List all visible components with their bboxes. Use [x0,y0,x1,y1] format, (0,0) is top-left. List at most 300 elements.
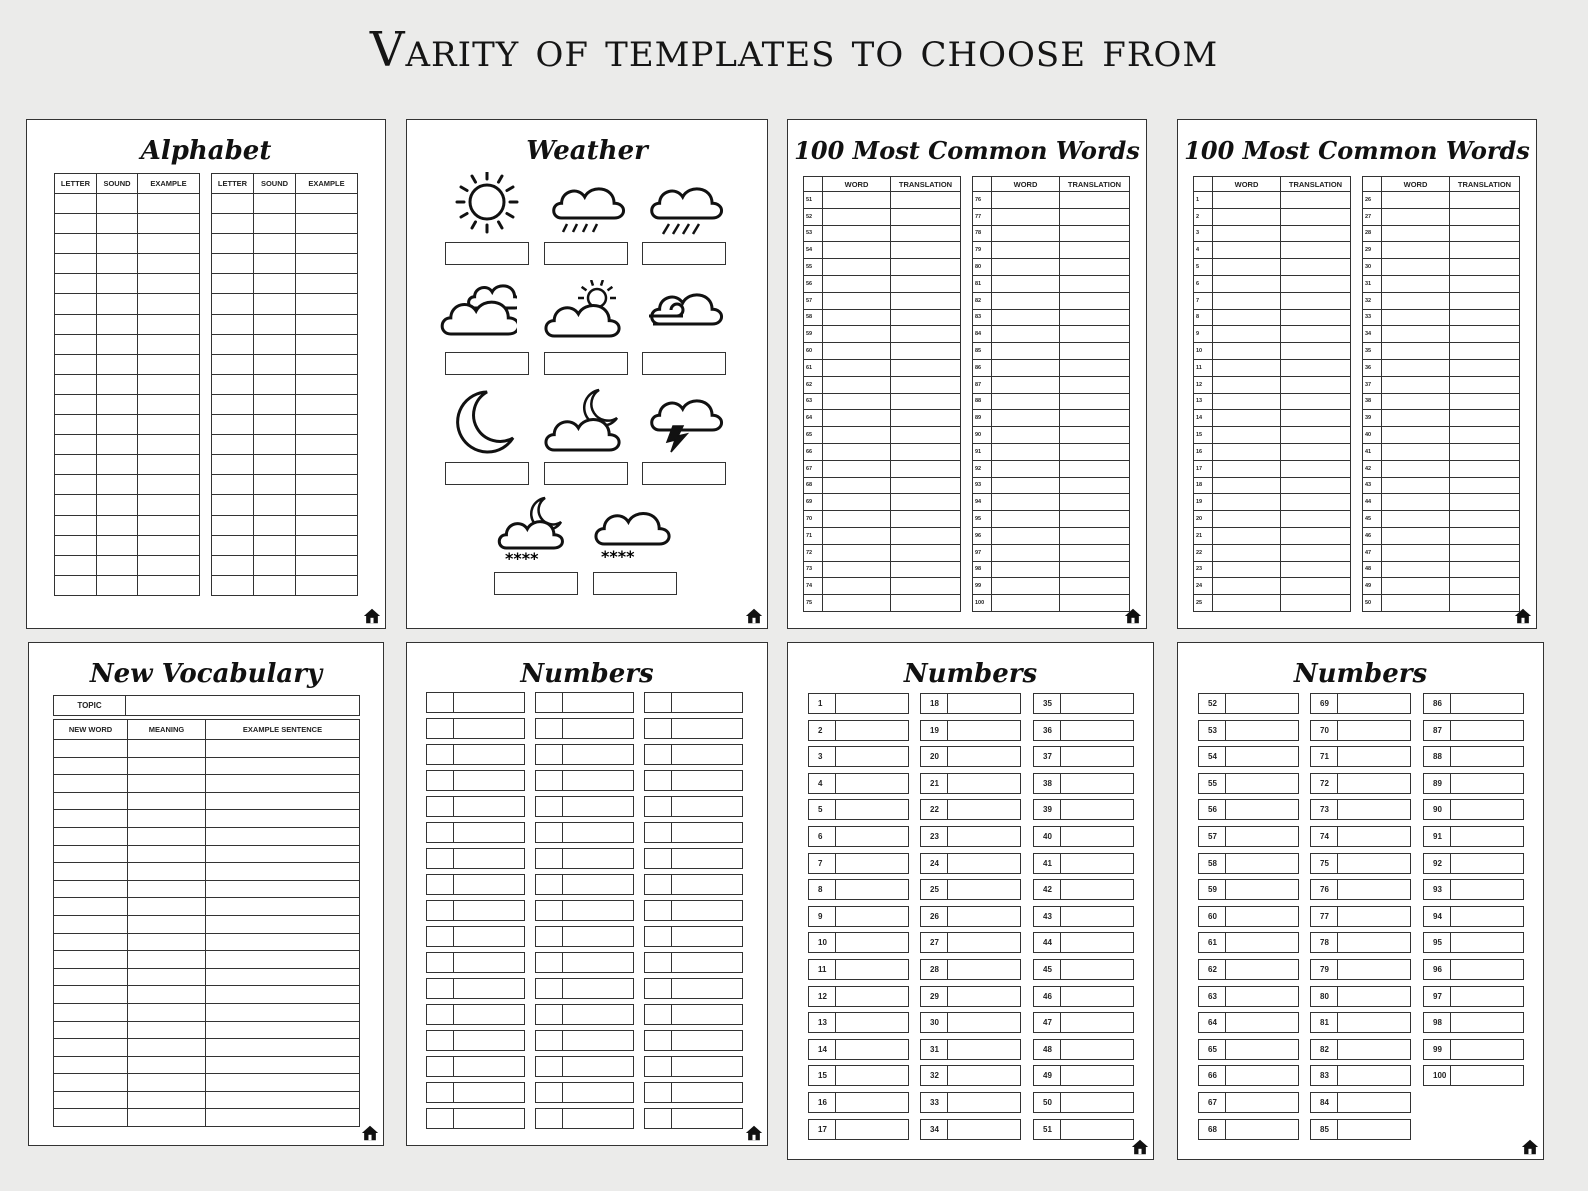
number-entry-box[interactable] [1310,799,1411,820]
table-row[interactable] [1363,275,1520,292]
table-row[interactable] [1194,326,1351,343]
table-row[interactable] [804,460,961,477]
number-entry-box[interactable] [808,773,909,794]
table-row[interactable] [1194,292,1351,309]
number-entry-box[interactable] [1033,799,1134,820]
number-entry-box[interactable] [808,720,909,741]
number-entry-box[interactable] [426,744,525,765]
number-entry-box[interactable] [920,879,1021,900]
number-entry-box[interactable] [426,718,525,739]
number-entry-box[interactable] [1423,986,1524,1007]
table-row[interactable] [973,393,1130,410]
table-row[interactable] [212,314,358,334]
table-row[interactable] [1194,544,1351,561]
weather-label-box[interactable] [445,352,529,375]
number-entry-box[interactable] [920,853,1021,874]
number-entry-box[interactable] [426,770,525,791]
number-entry-box[interactable] [1198,1065,1299,1086]
table-row[interactable] [212,394,358,414]
table-row[interactable] [1363,376,1520,393]
table-row[interactable] [212,535,358,555]
number-entry-box[interactable] [1033,773,1134,794]
table-row[interactable] [54,863,360,881]
table-row[interactable] [212,575,358,595]
table-row[interactable] [973,359,1130,376]
number-entry-box[interactable] [1033,1039,1134,1060]
table-row[interactable] [804,242,961,259]
table-row[interactable] [804,326,961,343]
number-entry-box[interactable] [535,1004,634,1025]
table-row[interactable] [1363,443,1520,460]
number-entry-box[interactable] [1310,853,1411,874]
table-row[interactable] [973,292,1130,309]
table-row[interactable] [1363,578,1520,595]
table-row[interactable] [804,259,961,276]
table-row[interactable] [973,309,1130,326]
table-row[interactable] [1363,561,1520,578]
number-entry-box[interactable] [644,978,743,999]
number-entry-box[interactable] [1423,1039,1524,1060]
number-entry-box[interactable] [920,746,1021,767]
number-entry-box[interactable] [1310,932,1411,953]
table-row[interactable] [212,455,358,475]
number-entry-box[interactable] [1033,1012,1134,1033]
number-entry-box[interactable] [1198,986,1299,1007]
table-row[interactable] [1194,494,1351,511]
table-row[interactable] [804,578,961,595]
number-entry-box[interactable] [644,874,743,895]
table-row[interactable] [1363,208,1520,225]
table-row[interactable] [54,757,360,775]
table-row[interactable] [1363,527,1520,544]
number-entry-box[interactable] [535,926,634,947]
table-row[interactable] [973,410,1130,427]
number-entry-box[interactable] [1198,773,1299,794]
number-entry-box[interactable] [808,986,909,1007]
table-row[interactable] [1194,477,1351,494]
number-entry-box[interactable] [808,826,909,847]
number-entry-box[interactable] [426,1056,525,1077]
number-entry-box[interactable] [1198,826,1299,847]
table-row[interactable] [973,527,1130,544]
number-entry-box[interactable] [535,848,634,869]
table-row[interactable] [1363,326,1520,343]
table-row[interactable] [804,561,961,578]
number-entry-box[interactable] [1033,720,1134,741]
number-entry-box[interactable] [1310,1012,1411,1033]
table-row[interactable] [1194,192,1351,209]
table-row[interactable] [1363,343,1520,360]
weather-label-box[interactable] [544,462,628,485]
number-entry-box[interactable] [808,746,909,767]
numbers-blank-card[interactable] [406,642,768,1146]
table-row[interactable] [54,775,360,793]
number-entry-box[interactable] [808,853,909,874]
table-row[interactable] [1194,410,1351,427]
table-row[interactable] [54,968,360,986]
number-entry-box[interactable] [1310,959,1411,980]
number-entry-box[interactable] [644,1004,743,1025]
table-row[interactable] [804,208,961,225]
number-entry-box[interactable] [1198,746,1299,767]
table-row[interactable] [973,343,1130,360]
number-entry-box[interactable] [1423,799,1524,820]
table-row[interactable] [973,561,1130,578]
number-entry-box[interactable] [426,796,525,817]
number-entry-box[interactable] [1033,879,1134,900]
number-entry-box[interactable] [426,978,525,999]
number-entry-box[interactable] [1033,986,1134,1007]
number-entry-box[interactable] [1423,932,1524,953]
number-entry-box[interactable] [1198,959,1299,980]
number-entry-box[interactable] [1033,693,1134,714]
number-entry-box[interactable] [1310,1119,1411,1140]
number-entry-box[interactable] [920,826,1021,847]
home-icon[interactable] [1514,607,1532,625]
number-entry-box[interactable] [808,879,909,900]
number-entry-box[interactable] [920,773,1021,794]
number-entry-box[interactable] [1423,959,1524,980]
number-entry-box[interactable] [1033,853,1134,874]
table-row[interactable] [55,455,200,475]
common-words-card-2[interactable] [787,119,1147,629]
table-row[interactable] [55,535,200,555]
number-entry-box[interactable] [644,744,743,765]
number-entry-box[interactable] [1310,879,1411,900]
table-row[interactable] [973,326,1130,343]
number-entry-box[interactable] [1198,932,1299,953]
number-entry-box[interactable] [426,874,525,895]
home-icon[interactable] [745,607,763,625]
table-row[interactable] [804,376,961,393]
table-row[interactable] [1363,460,1520,477]
table-row[interactable] [973,242,1130,259]
table-row[interactable] [1194,275,1351,292]
table-row[interactable] [212,515,358,535]
table-row[interactable] [1194,561,1351,578]
table-row[interactable] [1194,309,1351,326]
number-entry-box[interactable] [535,1030,634,1051]
table-row[interactable] [1194,393,1351,410]
number-entry-box[interactable] [1310,1092,1411,1113]
number-entry-box[interactable] [1033,826,1134,847]
number-entry-box[interactable] [644,926,743,947]
table-row[interactable] [212,555,358,575]
home-icon[interactable] [361,1124,379,1142]
table-row[interactable] [1194,595,1351,612]
table-row[interactable] [54,1056,360,1074]
number-entry-box[interactable] [1198,853,1299,874]
table-row[interactable] [1194,359,1351,376]
number-entry-box[interactable] [535,770,634,791]
table-row[interactable] [973,225,1130,242]
table-row[interactable] [973,460,1130,477]
number-entry-box[interactable] [1198,879,1299,900]
weather-template-card[interactable] [406,119,768,629]
table-row[interactable] [54,1003,360,1021]
weather-label-box[interactable] [642,242,726,265]
number-entry-box[interactable] [535,718,634,739]
table-row[interactable] [55,274,200,294]
table-row[interactable] [55,394,200,414]
table-row[interactable] [804,477,961,494]
table-row[interactable] [1194,376,1351,393]
table-row[interactable] [55,475,200,495]
table-row[interactable] [804,225,961,242]
table-row[interactable] [54,740,360,758]
table-row[interactable] [1194,259,1351,276]
table-row[interactable] [1363,309,1520,326]
table-row[interactable] [1363,259,1520,276]
number-entry-box[interactable] [535,978,634,999]
number-entry-box[interactable] [644,718,743,739]
home-icon[interactable] [1131,1138,1149,1156]
table-row[interactable] [973,192,1130,209]
number-entry-box[interactable] [644,1082,743,1103]
table-row[interactable] [55,334,200,354]
table-row[interactable] [212,274,358,294]
number-entry-box[interactable] [1198,693,1299,714]
number-entry-box[interactable] [808,906,909,927]
number-entry-box[interactable] [808,1065,909,1086]
table-row[interactable] [1194,343,1351,360]
table-row[interactable] [1194,427,1351,444]
number-entry-box[interactable] [1310,746,1411,767]
number-entry-box[interactable] [1423,826,1524,847]
number-entry-box[interactable] [1423,773,1524,794]
table-row[interactable] [1363,595,1520,612]
number-entry-box[interactable] [426,1108,525,1129]
number-entry-box[interactable] [1033,959,1134,980]
table-row[interactable] [1363,494,1520,511]
number-entry-box[interactable] [1033,746,1134,767]
number-entry-box[interactable] [426,1082,525,1103]
number-entry-box[interactable] [644,770,743,791]
table-row[interactable] [804,494,961,511]
table-row[interactable] [804,393,961,410]
number-entry-box[interactable] [808,959,909,980]
number-entry-box[interactable] [808,799,909,820]
table-row[interactable] [212,374,358,394]
number-entry-box[interactable] [644,1056,743,1077]
table-row[interactable] [212,415,358,435]
number-entry-box[interactable] [644,900,743,921]
table-row[interactable] [1363,225,1520,242]
table-row[interactable] [54,951,360,969]
number-entry-box[interactable] [426,1030,525,1051]
number-entry-box[interactable] [535,822,634,843]
table-row[interactable] [973,477,1130,494]
table-row[interactable] [212,254,358,274]
number-entry-box[interactable] [1198,1012,1299,1033]
number-entry-box[interactable] [808,1092,909,1113]
table-row[interactable] [55,194,200,214]
number-entry-box[interactable] [535,1056,634,1077]
table-row[interactable] [804,275,961,292]
table-row[interactable] [55,354,200,374]
table-row[interactable] [973,376,1130,393]
table-row[interactable] [55,294,200,314]
number-entry-box[interactable] [920,932,1021,953]
table-row[interactable] [973,259,1130,276]
table-row[interactable] [54,915,360,933]
table-row[interactable] [804,544,961,561]
number-entry-box[interactable] [1423,746,1524,767]
number-entry-box[interactable] [1198,1119,1299,1140]
table-row[interactable] [54,792,360,810]
number-entry-box[interactable] [808,1119,909,1140]
table-row[interactable] [973,443,1130,460]
table-row[interactable] [55,374,200,394]
table-row[interactable] [1194,443,1351,460]
number-entry-box[interactable] [1198,1092,1299,1113]
number-entry-box[interactable] [920,1065,1021,1086]
number-entry-box[interactable] [1033,1119,1134,1140]
table-row[interactable] [804,292,961,309]
number-entry-box[interactable] [535,1108,634,1129]
number-entry-box[interactable] [426,1004,525,1025]
number-entry-box[interactable] [644,692,743,713]
table-row[interactable] [973,494,1130,511]
number-entry-box[interactable] [426,900,525,921]
number-entry-box[interactable] [1198,906,1299,927]
number-entry-box[interactable] [1423,879,1524,900]
number-entry-box[interactable] [920,1119,1021,1140]
number-entry-box[interactable] [1423,693,1524,714]
number-entry-box[interactable] [1423,1065,1524,1086]
number-entry-box[interactable] [644,1030,743,1051]
number-entry-box[interactable] [644,822,743,843]
number-entry-box[interactable] [1033,1065,1134,1086]
table-row[interactable] [54,1109,360,1127]
number-entry-box[interactable] [920,906,1021,927]
table-row[interactable] [212,495,358,515]
table-row[interactable] [55,575,200,595]
table-row[interactable] [1194,460,1351,477]
table-row[interactable] [1363,359,1520,376]
number-entry-box[interactable] [808,1039,909,1060]
number-entry-box[interactable] [920,1012,1021,1033]
table-row[interactable] [1363,511,1520,528]
table-row[interactable] [212,435,358,455]
table-row[interactable] [54,1021,360,1039]
number-entry-box[interactable] [644,1108,743,1129]
table-row[interactable] [212,475,358,495]
table-row[interactable] [804,427,961,444]
number-entry-box[interactable] [1198,1039,1299,1060]
table-row[interactable] [55,495,200,515]
common-words-card-1[interactable] [1177,119,1537,629]
table-row[interactable] [1194,511,1351,528]
vocabulary-template-card[interactable] [28,642,384,1146]
number-entry-box[interactable] [920,986,1021,1007]
table-row[interactable] [212,214,358,234]
alphabet-template-card[interactable] [26,119,386,629]
home-icon[interactable] [745,1124,763,1142]
number-entry-box[interactable] [1310,1065,1411,1086]
table-row[interactable] [55,515,200,535]
number-entry-box[interactable] [1198,799,1299,820]
number-entry-box[interactable] [426,822,525,843]
table-row[interactable] [804,527,961,544]
table-row[interactable] [55,234,200,254]
number-entry-box[interactable] [1033,932,1134,953]
number-entry-box[interactable] [920,1092,1021,1113]
number-entry-box[interactable] [644,952,743,973]
table-row[interactable] [55,435,200,455]
table-row[interactable] [973,208,1130,225]
table-row[interactable] [55,214,200,234]
table-row[interactable] [54,898,360,916]
number-entry-box[interactable] [808,693,909,714]
number-entry-box[interactable] [1423,1012,1524,1033]
table-row[interactable] [804,359,961,376]
home-icon[interactable] [1521,1138,1539,1156]
number-entry-box[interactable] [920,720,1021,741]
number-entry-box[interactable] [1310,1039,1411,1060]
table-row[interactable] [1194,242,1351,259]
number-entry-box[interactable] [644,848,743,869]
table-row[interactable] [54,986,360,1004]
number-entry-box[interactable] [808,1012,909,1033]
weather-label-box[interactable] [544,242,628,265]
table-row[interactable] [973,275,1130,292]
home-icon[interactable] [363,607,381,625]
number-entry-box[interactable] [535,692,634,713]
table-row[interactable] [973,511,1130,528]
number-entry-box[interactable] [1423,906,1524,927]
number-entry-box[interactable] [426,848,525,869]
number-entry-box[interactable] [1198,720,1299,741]
table-row[interactable] [54,1091,360,1109]
table-row[interactable] [212,354,358,374]
number-entry-box[interactable] [920,959,1021,980]
numbers-1-51-card[interactable] [787,642,1154,1160]
table-row[interactable] [1363,242,1520,259]
table-row[interactable] [1194,578,1351,595]
number-entry-box[interactable] [426,926,525,947]
table-row[interactable] [1363,192,1520,209]
number-entry-box[interactable] [426,692,525,713]
number-entry-box[interactable] [535,796,634,817]
number-entry-box[interactable] [1310,906,1411,927]
table-row[interactable] [804,443,961,460]
weather-label-box[interactable] [544,352,628,375]
table-row[interactable] [212,334,358,354]
number-entry-box[interactable] [426,952,525,973]
table-row[interactable] [804,192,961,209]
table-row[interactable] [212,194,358,214]
table-row[interactable] [804,343,961,360]
table-row[interactable] [1194,225,1351,242]
number-entry-box[interactable] [1310,986,1411,1007]
number-entry-box[interactable] [535,952,634,973]
table-row[interactable] [1363,410,1520,427]
number-entry-box[interactable] [535,744,634,765]
number-entry-box[interactable] [1423,720,1524,741]
table-row[interactable] [973,595,1130,612]
number-entry-box[interactable] [644,796,743,817]
table-row[interactable] [804,410,961,427]
number-entry-box[interactable] [1310,826,1411,847]
table-row[interactable] [55,314,200,334]
table-row[interactable] [804,595,961,612]
table-row[interactable] [1194,208,1351,225]
home-icon[interactable] [1124,607,1142,625]
topic-field[interactable] [126,696,360,716]
number-entry-box[interactable] [1033,1092,1134,1113]
table-row[interactable] [1194,527,1351,544]
